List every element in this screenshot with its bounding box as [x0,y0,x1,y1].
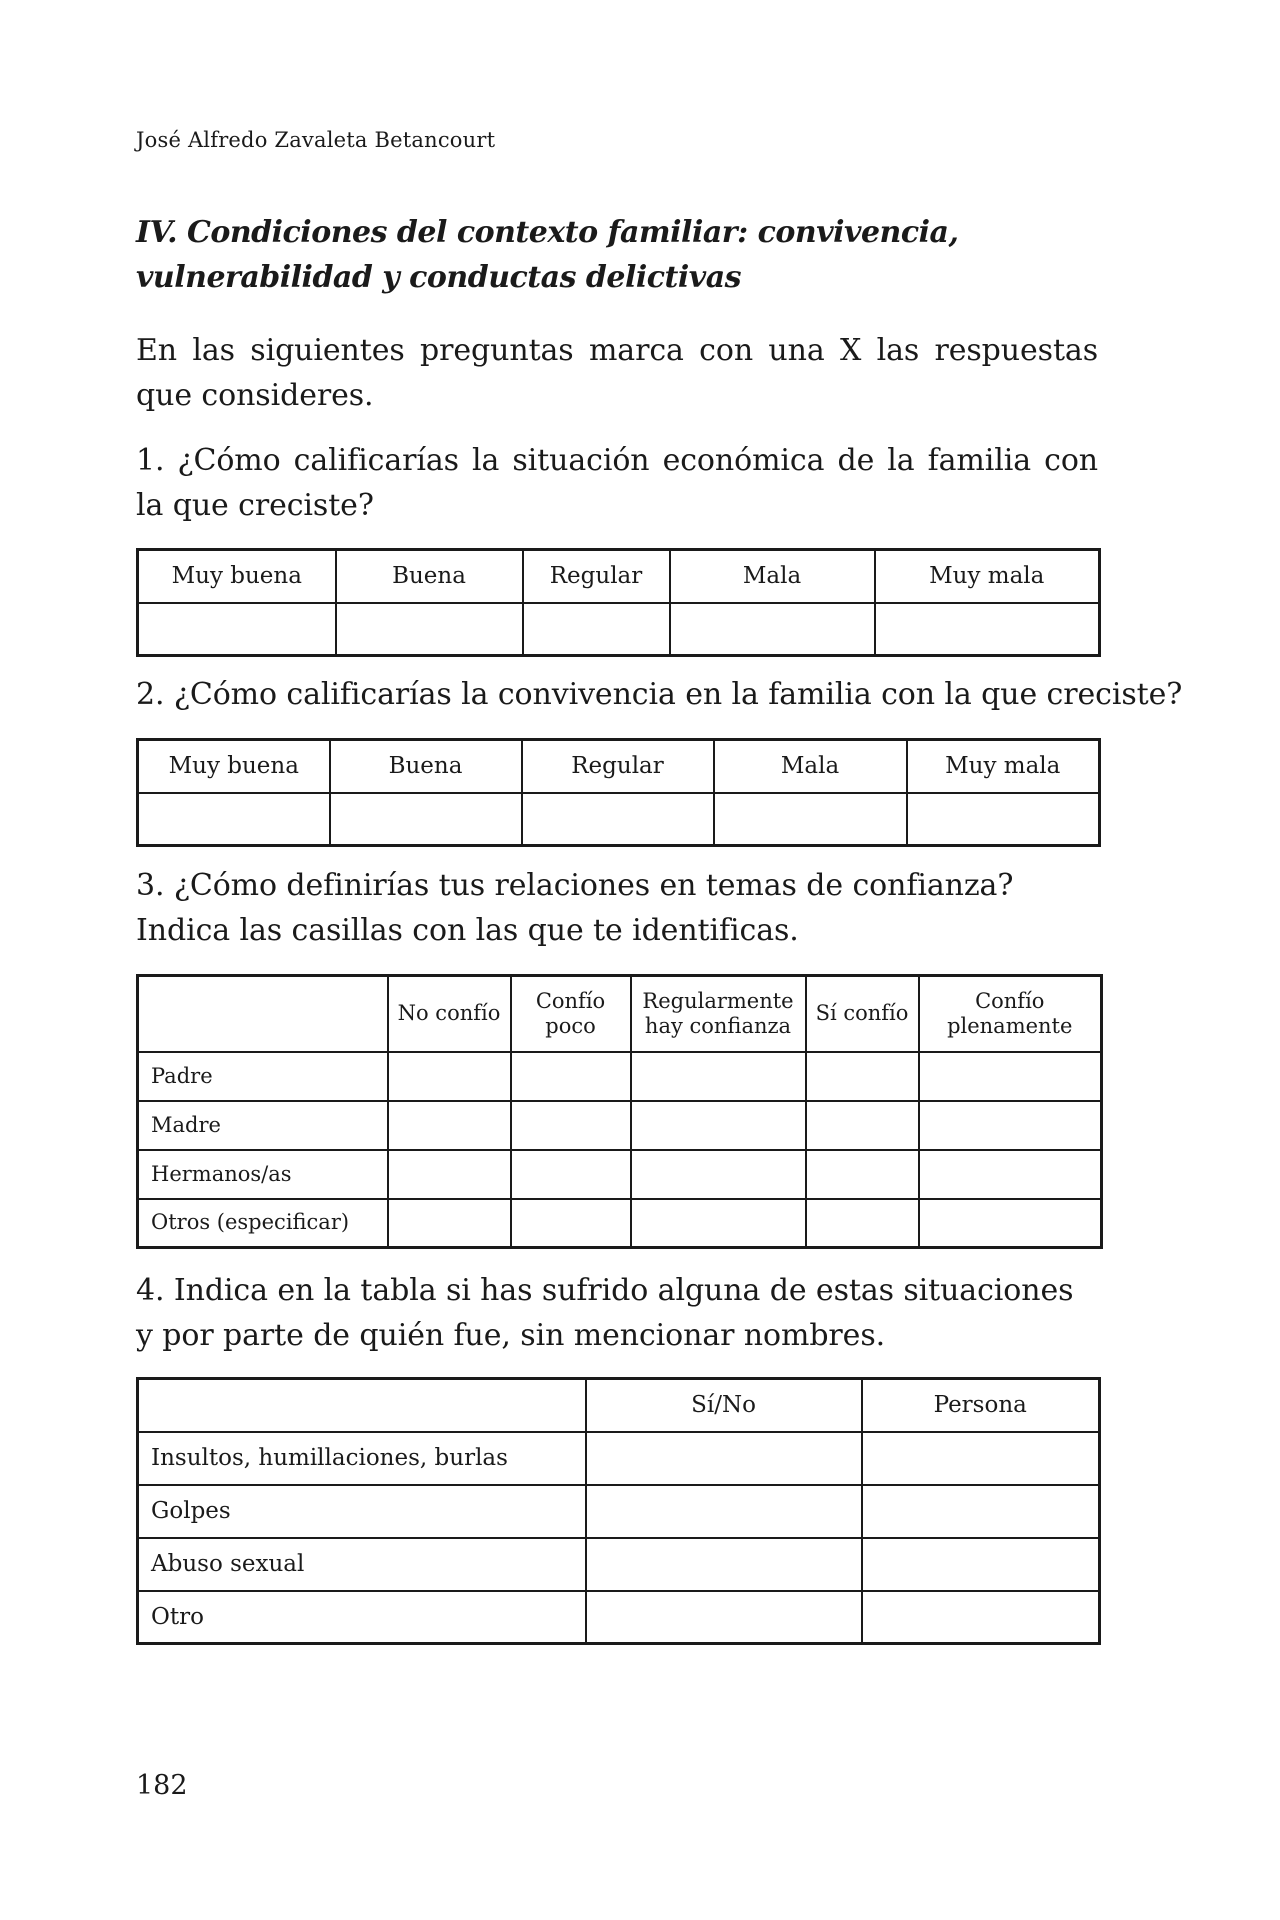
q4-answer-cell[interactable] [586,1591,862,1644]
q2-option-buena: Buena [330,740,522,793]
question-3-table [136,974,1103,1249]
question-1-table [136,548,1101,657]
q2-option-muy-mala: Muy mala [907,740,1100,793]
q1-answer-cell[interactable] [336,603,523,656]
q3-answer-cell[interactable] [511,1150,631,1199]
q3-col-confio-plenamente-line-1: Confío [975,988,1045,1013]
q4-row-abuso [138,1538,1100,1591]
q3-answer-cell[interactable] [919,1199,1102,1248]
q3-row-label: Otros (especificar) [138,1199,388,1248]
q1-answer-cell[interactable] [670,603,875,656]
page-number: 182 [136,1770,188,1801]
question-1-answer-row [138,603,1100,656]
q4-row-label: Otro [138,1591,586,1644]
q3-answer-cell[interactable] [919,1150,1102,1199]
q3-col-confio-poco [511,976,631,1052]
q1-answer-cell[interactable] [523,603,670,656]
q4-corner-cell [138,1379,586,1432]
question-1: 1. ¿Cómo calificarías la situación económica de la familia con la que creciste? [136,443,1098,523]
q2-option-mala: Mala [714,740,907,793]
q3-answer-cell[interactable] [511,1101,631,1150]
question-4: 4. Indica en la tabla si has sufrido alguna de estas situaciones y por parte de quién fue, sin mencionar nombres. [136,1273,1074,1353]
q4-row-label: Abuso sexual [138,1538,586,1591]
q3-answer-cell[interactable] [806,1150,919,1199]
q1-option-muy-buena: Muy buena [138,550,336,603]
q3-answer-cell[interactable] [631,1150,806,1199]
q3-answer-cell[interactable] [388,1199,511,1248]
q3-row-label: Hermanos/as [138,1150,388,1199]
q1-answer-cell[interactable] [138,603,336,656]
q2-answer-cell[interactable] [714,793,907,846]
q2-answer-cell[interactable] [907,793,1100,846]
q4-row-label: Golpes [138,1485,586,1538]
q3-row-otros [138,1199,1102,1248]
q3-row-hermanos [138,1150,1102,1199]
q4-col-persona: Persona [862,1379,1100,1432]
q3-row-label: Padre [138,1052,388,1101]
q3-col-regularmente-line-1: Regularmente [642,988,794,1013]
q3-answer-cell[interactable] [806,1052,919,1101]
q3-answer-cell[interactable] [388,1052,511,1101]
q4-answer-cell[interactable] [586,1485,862,1538]
q1-answer-cell[interactable] [875,603,1100,656]
q2-answer-cell[interactable] [522,793,714,846]
section-title [136,210,1096,300]
q2-answer-cell[interactable] [330,793,522,846]
q3-row-padre [138,1052,1102,1101]
q3-answer-cell[interactable] [511,1052,631,1101]
q4-answer-cell[interactable] [862,1591,1100,1644]
q3-col-si-confio [806,976,919,1052]
q3-answer-cell[interactable] [631,1199,806,1248]
q4-answer-cell[interactable] [586,1432,862,1485]
q2-option-muy-buena: Muy buena [138,740,330,793]
question-2: 2. ¿Cómo calificarías la convivencia en la familia con la que creciste? [136,677,1183,712]
q1-option-buena: Buena [336,550,523,603]
question-2-answer-row [138,793,1100,846]
q4-row-insultos [138,1432,1100,1485]
q3-answer-cell[interactable] [511,1199,631,1248]
q1-option-muy-mala: Muy mala [875,550,1100,603]
q3-row-label: Madre [138,1101,388,1150]
q3-answer-cell[interactable] [388,1101,511,1150]
question-4-table [136,1377,1101,1645]
question-2-table [136,738,1101,847]
question-1-header-row [138,550,1100,603]
q3-col-no-confio-label: No confío [397,1001,501,1026]
q4-answer-cell[interactable] [862,1538,1100,1591]
q4-answer-cell[interactable] [862,1432,1100,1485]
q3-col-si-confio-label: Sí confío [815,1001,909,1026]
running-head: José Alfredo Zavaleta Betancourt [136,128,496,152]
q3-answer-cell[interactable] [388,1150,511,1199]
q1-option-mala: Mala [670,550,875,603]
q3-col-regularmente [631,976,806,1052]
q3-answer-cell[interactable] [631,1101,806,1150]
q2-answer-cell[interactable] [138,793,330,846]
q4-answer-cell[interactable] [586,1538,862,1591]
question-4-header-row [138,1379,1100,1432]
q3-answer-cell[interactable] [919,1101,1102,1150]
q3-answer-cell[interactable] [806,1199,919,1248]
question-3: 3. ¿Cómo definirías tus relaciones en temas de confianza? Indica las casillas con las que te identificas. [136,868,1014,948]
q3-answer-cell[interactable] [919,1052,1102,1101]
q3-corner-cell [138,976,388,1052]
q4-row-golpes [138,1485,1100,1538]
q4-row-label: Insultos, humillaciones, burlas [138,1432,586,1485]
q3-answer-cell[interactable] [631,1052,806,1101]
q4-col-si-no: Sí/No [586,1379,862,1432]
section-title-line-2: vulnerabilidad y conductas delictivas [136,260,742,295]
q3-row-madre [138,1101,1102,1150]
q2-option-regular: Regular [522,740,714,793]
q4-answer-cell[interactable] [862,1485,1100,1538]
q3-col-confio-plenamente-line-2: plenamente [947,1013,1073,1038]
q3-answer-cell[interactable] [806,1101,919,1150]
question-3-header-row [138,976,1102,1052]
q4-row-otro [138,1591,1100,1644]
q3-col-confio-plenamente [919,976,1102,1052]
q3-col-confio-poco-line-2: poco [545,1013,596,1038]
q3-col-no-confio [388,976,511,1052]
q3-col-regularmente-line-2: hay confianza [644,1013,792,1038]
q3-col-confio-poco-line-1: Confío [535,988,606,1013]
q1-option-regular: Regular [523,550,670,603]
intro-paragraph: En las siguientes preguntas marca con una X las respuestas que consideres. [136,333,1098,413]
section-title-line-1: IV. Condiciones del contexto familiar: convivencia, [136,215,959,250]
question-2-header-row [138,740,1100,793]
